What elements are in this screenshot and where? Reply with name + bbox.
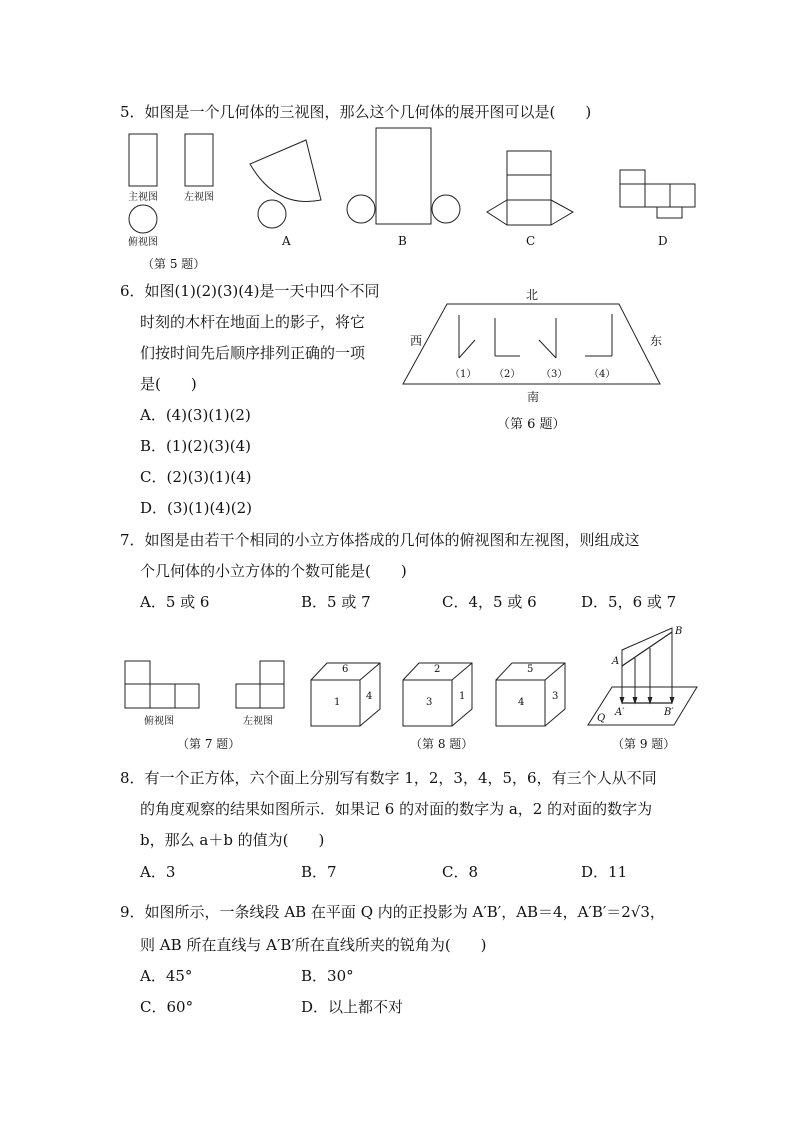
q7-option-c: C．4，5 或 6 xyxy=(442,593,537,611)
q9-segment-ab xyxy=(622,632,672,666)
q7-option-a: A．5 或 6 xyxy=(140,593,210,611)
q9-option-d: D．以上都不对 xyxy=(301,998,404,1016)
q6-east-label: 东 xyxy=(650,334,663,348)
q8-caption: （第 8 题） xyxy=(410,737,474,751)
q6-stem-line-3: 们按时间先后顺序排列正确的一项 xyxy=(140,344,366,362)
q5-front-view-label: 主视图 xyxy=(128,192,158,203)
q7-option-b: B．5 或 7 xyxy=(301,593,371,611)
q6-stem-line-4: 是( ) xyxy=(140,375,197,393)
q8-option-d: D．11 xyxy=(581,863,628,881)
q8-stem-line-1: 8．有一个正方体，六个面上分别写有数字 1，2，3，4，5，6，有三个人从不同 xyxy=(120,769,657,787)
q6-label-4: （4） xyxy=(589,369,616,380)
q5-option-c-label: C xyxy=(526,234,536,248)
q5-option-b-label: B xyxy=(398,234,407,248)
q6-stem-line-2: 时刻的木杆在地面上的影子，将它 xyxy=(140,313,366,331)
q5-stem: 5．如图是一个几何体的三视图，那么这个几何体的展开图可以是( ) xyxy=(120,103,592,121)
q8-cube-2-side: 1 xyxy=(459,691,466,702)
q9-stem-line-2: 则 AB 所在直线与 A′B′所在直线所夹的锐角为( ) xyxy=(140,936,487,954)
q7-stem-line-1: 7．如图是由若干个相同的小立方体搭成的几何体的俯视图和左视图，则组成这 xyxy=(120,531,640,549)
q6-option-c: C．(2)(3)(1)(4) xyxy=(140,468,252,486)
q9-label-b: B xyxy=(675,626,683,637)
q7-caption: （第 7 题） xyxy=(177,737,241,751)
q8-cube-3-side: 3 xyxy=(552,691,559,702)
q8-cube-3-front: 4 xyxy=(518,697,525,708)
q9-label-a: A xyxy=(612,656,620,667)
q8-stem-line-2: 的角度观察的结果如图所示．如果记 6 的对面的数字为 a，2 的对面的数字为 xyxy=(140,800,653,818)
q6-option-b: B．(1)(2)(3)(4) xyxy=(140,437,252,455)
q9-option-b: B．30° xyxy=(301,967,354,985)
q6-option-d: D．(3)(1)(4)(2) xyxy=(140,499,253,517)
q6-label-2: （2） xyxy=(494,369,521,380)
q6-caption: （第 6 题） xyxy=(497,417,566,432)
q6-south-label: 南 xyxy=(527,390,540,404)
q7-stem-line-2: 个几何体的小立方体的个数可能是( ) xyxy=(140,562,407,580)
q5-caption: （第 5 题） xyxy=(142,257,206,271)
q6-north-label: 北 xyxy=(526,288,539,302)
q5-left-view-label: 左视图 xyxy=(184,192,214,203)
q6-option-a: A．(4)(3)(1)(2) xyxy=(140,406,251,424)
q8-cube-2-top: 2 xyxy=(434,664,441,675)
q9-option-c: C．60° xyxy=(140,998,194,1016)
q8-cube-1-front: 1 xyxy=(334,697,341,708)
q8-option-c: C．8 xyxy=(442,863,479,881)
q8-option-a: A．3 xyxy=(140,863,176,881)
q7-left-view-square xyxy=(260,661,284,684)
q9-vertical-plane xyxy=(622,628,672,703)
q8-cube-1-top: 6 xyxy=(342,664,349,675)
q9-stem-line-1: 9．如图所示，一条线段 AB 在平面 Q 内的正投影为 A′B′，AB＝4，A′B′＝2√3， xyxy=(120,903,665,921)
q9-caption: （第 9 题） xyxy=(612,737,676,751)
q9-label-q: Q xyxy=(597,713,606,724)
q7-option-d: D．5，6 或 7 xyxy=(581,593,677,611)
q5-option-a-label: A xyxy=(282,234,291,248)
q9-label-b-prime: B′ xyxy=(664,707,674,718)
q8-cube-1-side: 4 xyxy=(366,691,373,702)
q6-label-3: （3） xyxy=(541,369,568,380)
q7-top-view-square xyxy=(125,661,150,684)
q9-option-a: A．45° xyxy=(140,967,193,985)
q6-label-1: （1） xyxy=(450,369,477,380)
q8-option-b: B．7 xyxy=(301,863,337,881)
q5-top-view-label: 俯视图 xyxy=(128,237,158,248)
q8-stem-line-3: b，那么 a＋b 的值为( ) xyxy=(140,831,325,849)
q7-left-view-label: 左视图 xyxy=(243,716,273,727)
q9-label-a-prime: A′ xyxy=(615,707,625,718)
q8-cube-3-top: 5 xyxy=(527,664,534,675)
q8-cube-2-front: 3 xyxy=(426,697,433,708)
q6-stem-line-1: 6．如图(1)(2)(3)(4)是一天中四个不同 xyxy=(120,282,380,300)
q5-option-d-label: D xyxy=(658,234,668,248)
q6-west-label: 西 xyxy=(410,334,423,348)
q7-top-view-label: 俯视图 xyxy=(144,716,174,727)
